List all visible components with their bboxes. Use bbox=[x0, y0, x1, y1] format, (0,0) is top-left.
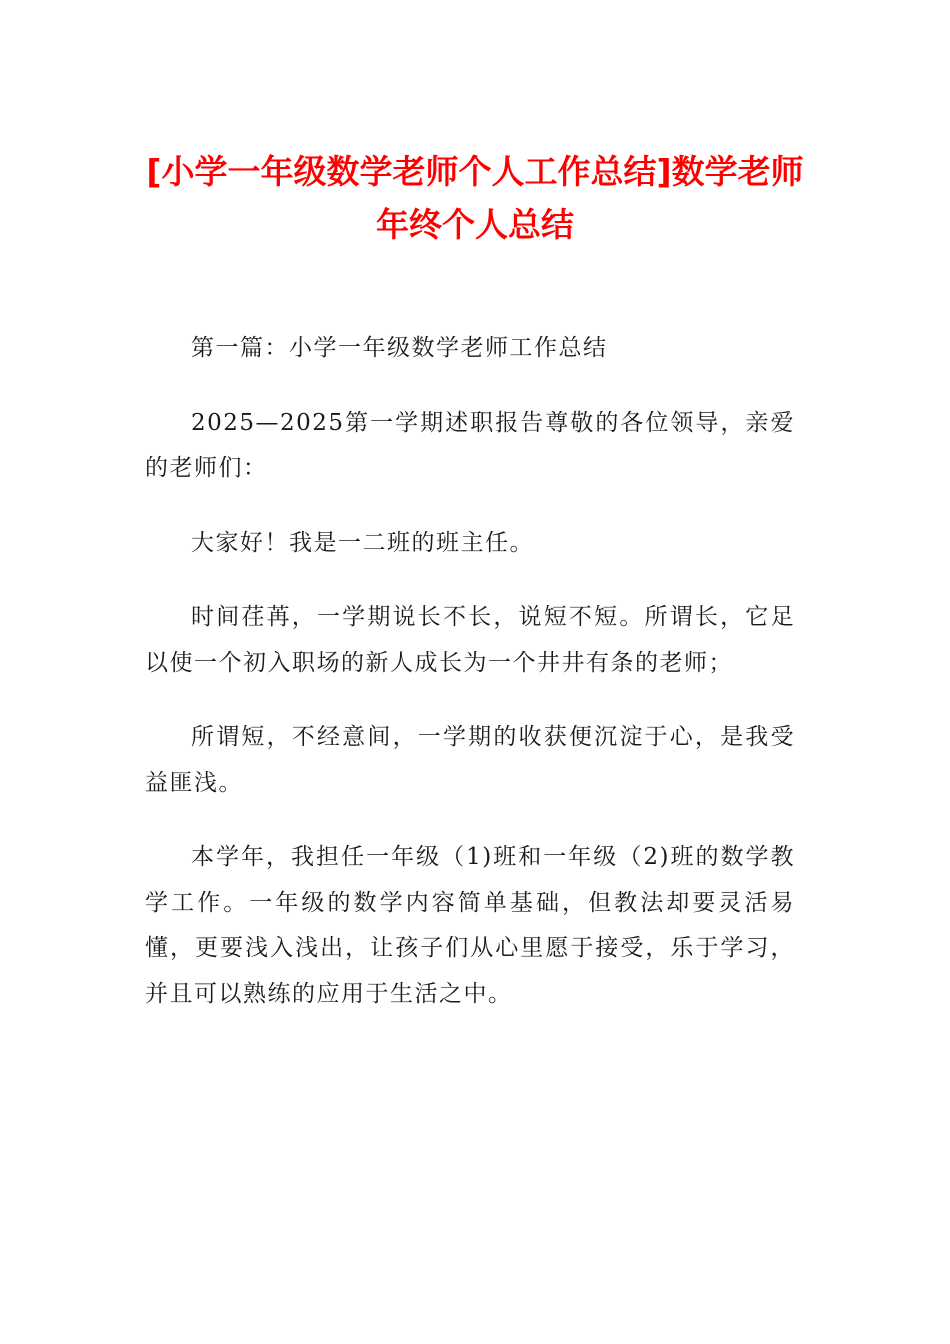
document-title: [小学一年级数学老师个人工作总结]数学老师年终个人总结 bbox=[146, 152, 804, 244]
paragraph-teaching-work: 本学年，我担任一年级（1)班和一年级（2)班的数学教学工作。一年级的数学内容简单基础，但教法却要灵活易懂，更要浅入浅出，让孩子们从心里愿于接受，乐于学习，并且可以熟练的应用于生活之中。 bbox=[145, 844, 795, 1007]
paragraph-gains: 所谓短，不经意间，一学期的收获便沉淀于心，是我受益匪浅。 bbox=[145, 724, 795, 796]
paragraph-greeting-intro: 2025—2025第一学期述职报告尊敬的各位领导，亲爱的老师们： bbox=[145, 409, 795, 481]
paragraph-section-heading: 第一篇：小学一年级数学老师工作总结 bbox=[191, 335, 608, 361]
paragraph-time: 时间荏苒，一学期说长不长，说短不短。所谓长，它足以使一个初入职场的新人成长为一个井井有条的老师； bbox=[145, 604, 795, 676]
paragraph-self-intro: 大家好！我是一二班的班主任。 bbox=[191, 529, 534, 556]
document-body bbox=[145, 326, 795, 1046]
